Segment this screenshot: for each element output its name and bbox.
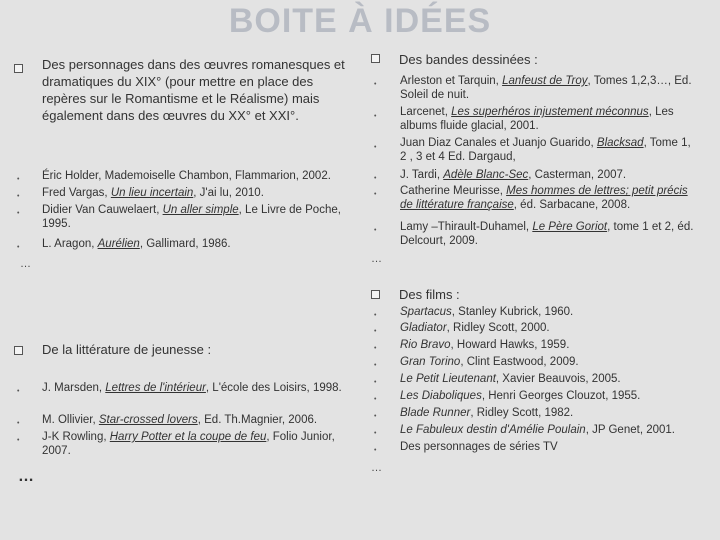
list-item: Catherine Meurisse, Mes hommes de lettres; petit précis de littérature française, éd. Sarbacane, 2008. xyxy=(400,185,688,211)
bullet-icon: • xyxy=(374,447,377,454)
checkbox-bullet-icon xyxy=(371,290,380,299)
list-item: Didier Van Cauwelaert, Un aller simple, Le Livre de Poche, 1995. xyxy=(42,204,341,230)
ellipsis: … xyxy=(371,462,382,474)
list-item: Fred Vargas, Un lieu incertain, J'ai lu, 2010. xyxy=(42,187,264,199)
list-item: Juan Diaz Canales et Juanjo Guarido, Blacksad, Tome 1, 2 , 3 et 4 Ed. Dargaud, xyxy=(400,137,691,163)
bullet-icon: • xyxy=(17,210,20,217)
bullet-icon: • xyxy=(374,175,377,182)
bullet-icon: • xyxy=(374,312,377,319)
bullet-icon: • xyxy=(374,113,377,120)
list-item: Le Petit Lieutenant, Xavier Beauvois, 2005. xyxy=(400,373,621,385)
ellipsis: … xyxy=(371,253,382,265)
list-item: Gladiator, Ridley Scott, 2000. xyxy=(400,322,550,334)
list-item: Gran Torino, Clint Eastwood, 2009. xyxy=(400,356,579,368)
bullet-icon: • xyxy=(17,388,20,395)
list-item: Éric Holder, Mademoiselle Chambon, Flammarion, 2002. xyxy=(42,170,331,182)
bullet-icon: • xyxy=(374,362,377,369)
bullet-icon: • xyxy=(17,244,20,251)
list-item: J. Marsden, Lettres de l'intérieur, L'école des Loisirs, 1998. xyxy=(42,382,342,394)
checkbox-bullet-icon xyxy=(14,346,23,355)
page-title: BOITE À IDÉES xyxy=(228,2,492,40)
section-heading-personnages: Des personnages dans des œuvres romanesques et dramatiques du XIX° (pour mettre en place des repères sur le Romantisme et le Réalisme) mais également dans des œuvres du XX° et XXI°. xyxy=(42,57,345,123)
list-item: Arleston et Tarquin, Lanfeust de Troy, Tomes 1,2,3…, Ed. Soleil de nuit. xyxy=(400,75,692,101)
bullet-icon: • xyxy=(17,193,20,200)
list-item: Le Fabuleux destin d'Amélie Poulain, JP Genet, 2001. xyxy=(400,424,675,436)
list-item: J. Tardi, Adèle Blanc-Sec, Casterman, 2007. xyxy=(400,169,627,181)
list-item: Des personnages de séries TV xyxy=(400,441,558,453)
list-item: Rio Bravo, Howard Hawks, 1959. xyxy=(400,339,570,351)
bullet-icon: • xyxy=(374,413,377,420)
bullet-icon: • xyxy=(374,144,377,151)
bullet-icon: • xyxy=(374,328,377,335)
list-item: Spartacus, Stanley Kubrick, 1960. xyxy=(400,306,574,318)
bullet-icon: • xyxy=(17,437,20,444)
section-heading-films: Des films : xyxy=(399,287,460,302)
ellipsis: … xyxy=(20,258,31,270)
bullet-icon: • xyxy=(374,430,377,437)
list-item: Larcenet, Les superhéros injustement méconnus, Les albums fluide glacial, 2001. xyxy=(400,106,674,132)
list-item: Les Diaboliques, Henri Georges Clouzot, 1955. xyxy=(400,390,641,402)
bullet-icon: • xyxy=(374,81,377,88)
list-item: M. Ollivier, Star-crossed lovers, Ed. Th.Magnier, 2006. xyxy=(42,414,318,426)
bullet-icon: • xyxy=(17,176,20,183)
section-heading-jeunesse: De la littérature de jeunesse : xyxy=(42,342,212,357)
checkbox-bullet-icon xyxy=(371,54,380,63)
bullet-icon: • xyxy=(374,379,377,386)
list-item: Blade Runner, Ridley Scott, 1982. xyxy=(400,407,574,419)
bullet-icon: • xyxy=(374,227,377,234)
bullet-icon: • xyxy=(374,345,377,352)
list-item: Lamy –Thirault-Duhamel, Le Père Goriot, tome 1 et 2, éd. Delcourt, 2009. xyxy=(400,221,694,247)
ellipsis: … xyxy=(18,468,35,485)
checkbox-bullet-icon xyxy=(14,64,23,73)
section-heading-bd: Des bandes dessinées : xyxy=(399,52,538,67)
list-item: J-K Rowling, Harry Potter et la coupe de feu, Folio Junior, 2007. xyxy=(42,431,335,457)
bullet-icon: • xyxy=(374,396,377,403)
list-item: L. Aragon, Aurélien, Gallimard, 1986. xyxy=(42,238,231,250)
bullet-icon: • xyxy=(374,191,377,198)
bullet-icon: • xyxy=(17,420,20,427)
